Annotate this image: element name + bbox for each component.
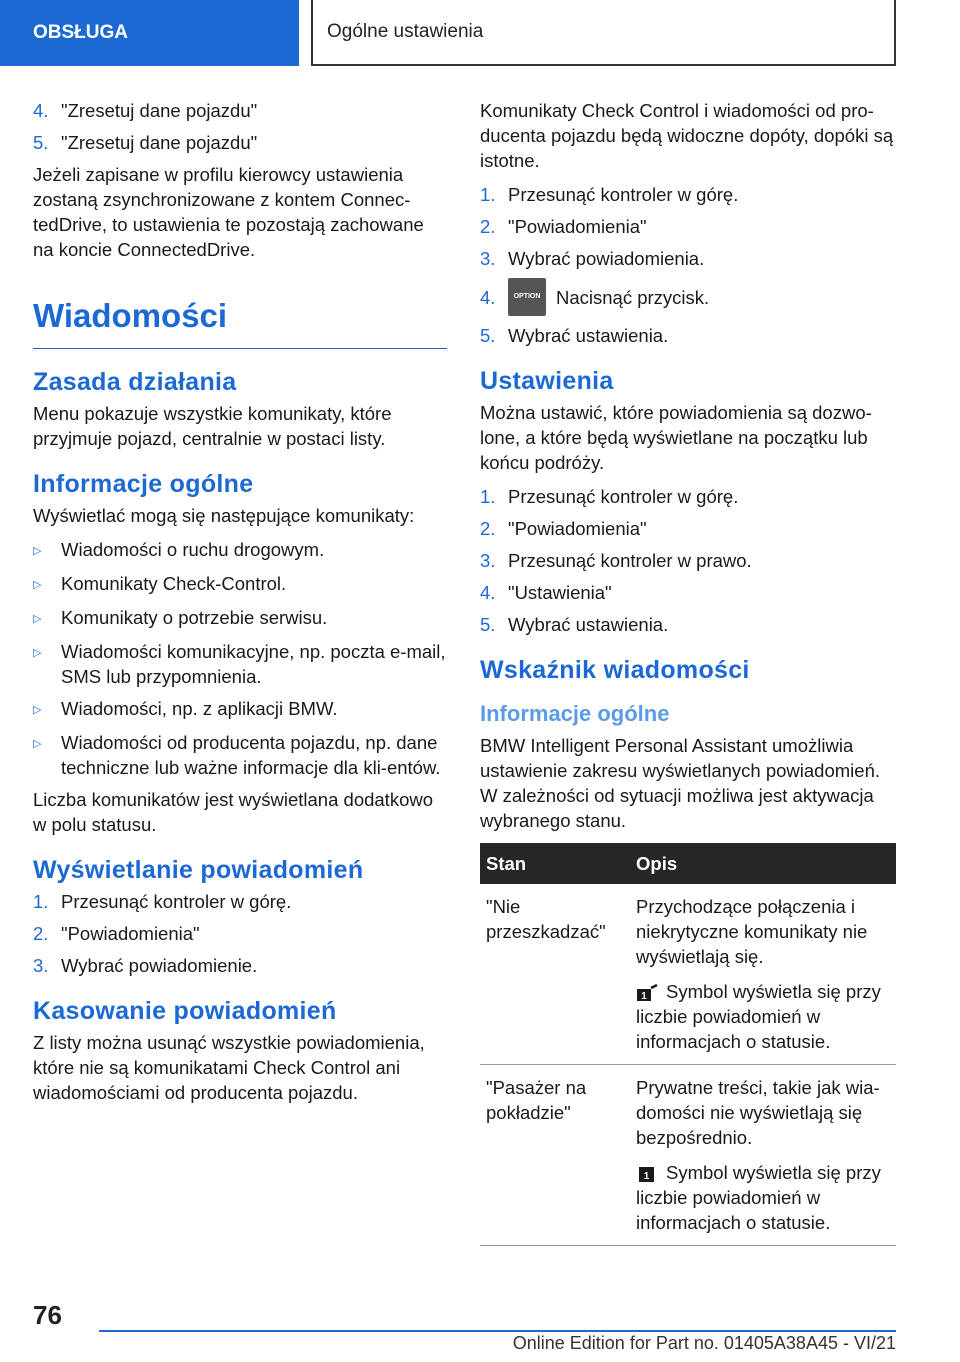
heading-wskaznik: Wskaźnik wiadomości — [480, 656, 750, 684]
list-item — [33, 953, 447, 978]
table-row — [480, 884, 896, 1065]
triangle-bullet-icon: ▷ — [33, 613, 42, 625]
triangle-bullet-icon: ▷ — [33, 704, 42, 716]
step-text: "Powiadomienia" — [508, 216, 647, 237]
subheading-informacje: Informacje ogólne — [480, 701, 670, 726]
step-number: 3. — [33, 955, 49, 976]
symbol-text: Symbol wyświetla się przy liczbie powiadomień w informacjach o statusie. — [636, 981, 881, 1052]
bullet-text: Wiadomości, np. z aplikacji BMW. — [61, 698, 338, 719]
footer-divider — [99, 1330, 896, 1332]
svg-text:1: 1 — [641, 991, 647, 1003]
table-cell-stan: "Pasażer na pokładzie" — [480, 1065, 630, 1246]
heading-kasowanie: Kasowanie powiadomień — [33, 997, 337, 1025]
step-text: Przesunąć kontroler w górę. — [508, 486, 739, 507]
list-item — [480, 580, 896, 605]
status-table — [480, 843, 896, 1246]
footer-edition: Online Edition for Part no. 01405A38A45 - VI/21 — [512, 1333, 896, 1353]
table-cell-opis — [630, 1065, 896, 1246]
bullet-item — [33, 571, 447, 598]
heading-informacje: Informacje ogólne — [33, 470, 254, 498]
list-item — [33, 98, 447, 123]
step-text: "Powiadomienia" — [61, 923, 200, 944]
list-item — [480, 612, 896, 637]
bullet-text: Wiadomości od producenta pojazdu, np. dane techniczne lub ważne informacje dla kli-entów. — [61, 732, 441, 778]
bullet-item — [33, 605, 447, 632]
list-item — [33, 130, 447, 155]
step-number: 2. — [33, 923, 49, 944]
step-text: Wybrać ustawienia. — [508, 614, 669, 635]
step-text: Wybrać ustawienia. — [508, 325, 669, 346]
table-cell-opis — [630, 884, 896, 1065]
list-item — [480, 516, 896, 541]
triangle-bullet-icon: ▷ — [33, 579, 42, 591]
step-number: 5. — [480, 614, 496, 635]
step-number: 4. — [480, 286, 496, 308]
right-intro: Komunikaty Check Control i wiadomości od pro-ducenta pojazdu będą widoczne dopóty, dopóki są istotne. — [480, 100, 894, 171]
heading-ustawienia: Ustawienia — [480, 367, 614, 395]
intro-paragraph: Jeżeli zapisane w profilu kierowcy ustawienia zostaną zsynchronizowane z kontem Connec-tedDrive, to ustawienia te pozostają zachowane na koncie ConnectedDrive. — [33, 164, 424, 260]
svg-text:1: 1 — [643, 1171, 650, 1183]
bullet-text: Wiadomości komunikacyjne, np. poczta e-mail, SMS lub przypomnienia. — [61, 641, 446, 687]
step-text: "Ustawienia" — [508, 582, 612, 603]
step-number: 1. — [480, 486, 496, 507]
step-text: Przesunąć kontroler w górę. — [61, 891, 292, 912]
step-text: "Powiadomienia" — [508, 518, 647, 539]
step-number: 5. — [33, 132, 49, 153]
step-text: "Zresetuj dane pojazdu" — [61, 132, 258, 153]
section-tab: OBSŁUGA — [0, 0, 299, 66]
list-item — [480, 484, 896, 509]
heading-wyswietlanie: Wyświetlanie powiadomień — [33, 856, 364, 884]
step-number: 1. — [480, 184, 496, 205]
list-item — [33, 889, 447, 914]
bullet-text: Wiadomości o ruchu drogowym. — [61, 539, 325, 560]
cell-symbol-note — [636, 979, 890, 1054]
step-text: Wybrać powiadomienia. — [508, 248, 705, 269]
table-row — [480, 1065, 896, 1246]
step-text: "Zresetuj dane pojazdu" — [61, 100, 258, 121]
list-item — [480, 182, 896, 207]
informacje-after: Liczba komunikatów jest wyświetlana dodatkowo w polu statusu. — [33, 789, 434, 835]
kasowanie-text: Z listy można usunąć wszystkie powiadomienia, które nie są komunikatami Check Control ani wiadomościami od producenta pojazdu. — [33, 1032, 425, 1103]
heading-zasada: Zasada działania — [33, 368, 237, 396]
list-item — [480, 323, 896, 348]
step-number: 2. — [480, 518, 496, 539]
bullet-text: Komunikaty o potrzebie serwisu. — [61, 607, 328, 628]
step-number: 1. — [33, 891, 49, 912]
step-number: 5. — [480, 325, 496, 346]
triangle-bullet-icon: ▷ — [33, 545, 42, 557]
table-header-stan: Stan — [480, 843, 630, 884]
passenger-on-board-icon — [636, 1165, 658, 1183]
ustawienia-text: Można ustawić, które powiadomienia są dozwo-lone, a które będą wyświetlane na początku lub końcu podróży. — [480, 402, 872, 473]
list-item — [480, 214, 896, 239]
step-number: 4. — [33, 100, 49, 121]
step-text: Wybrać powiadomienie. — [61, 955, 258, 976]
table-header-opis: Opis — [630, 843, 896, 884]
bullet-item — [33, 696, 447, 723]
table-cell-stan: "Nie przeszkadzać" — [480, 884, 630, 1065]
cell-symbol-note — [636, 1160, 890, 1235]
zasada-text: Menu pokazuje wszystkie komunikaty, które przyjmuje pojazd, centralnie w postaci listy. — [33, 403, 392, 449]
cell-description: Przychodzące połączenia i niekrytyczne komunikaty nie wyświetlają się. — [636, 896, 868, 967]
step-number: 3. — [480, 248, 496, 269]
left-column — [33, 98, 447, 1114]
table-header-row — [480, 843, 896, 884]
bullet-text: Komunikaty Check-Control. — [61, 573, 287, 594]
page-header — [0, 0, 960, 66]
step-number: 3. — [480, 550, 496, 571]
step-text: Nacisnąć przycisk. — [556, 286, 710, 308]
step-number: 4. — [480, 582, 496, 603]
option-button-icon: OPTION — [508, 278, 546, 316]
page-title: Wiadomości — [33, 296, 447, 349]
right-column — [480, 98, 896, 1246]
list-item — [33, 921, 447, 946]
step-number: 2. — [480, 216, 496, 237]
step-text: Przesunąć kontroler w górę. — [508, 184, 739, 205]
triangle-bullet-icon: ▷ — [33, 647, 42, 659]
cell-description: Prywatne treści, takie jak wia-domości nie wyświetlają się bezpośrednio. — [636, 1077, 880, 1148]
list-item — [480, 548, 896, 573]
do-not-disturb-icon — [636, 984, 658, 1002]
triangle-bullet-icon: ▷ — [33, 738, 42, 750]
bullet-item — [33, 639, 447, 689]
chapter-tab: Ogólne ustawienia — [311, 0, 896, 66]
page-number: 76 — [33, 1300, 62, 1330]
bullet-item — [33, 730, 447, 780]
list-item — [480, 278, 896, 316]
wskaznik-text: BMW Intelligent Personal Assistant umożliwia ustawienie zakresu wyświetlanych powiadomień. W zależności od sytuacji możliwa jest aktywacja wybranego stanu. — [480, 735, 880, 831]
informacje-text: Wyświetlać mogą się następujące komunikaty: — [33, 505, 415, 526]
symbol-text: Symbol wyświetla się przy liczbie powiadomień w informacjach o statusie. — [636, 1162, 881, 1233]
list-item — [480, 246, 896, 271]
bullet-item — [33, 537, 447, 564]
step-text: Przesunąć kontroler w prawo. — [508, 550, 752, 571]
